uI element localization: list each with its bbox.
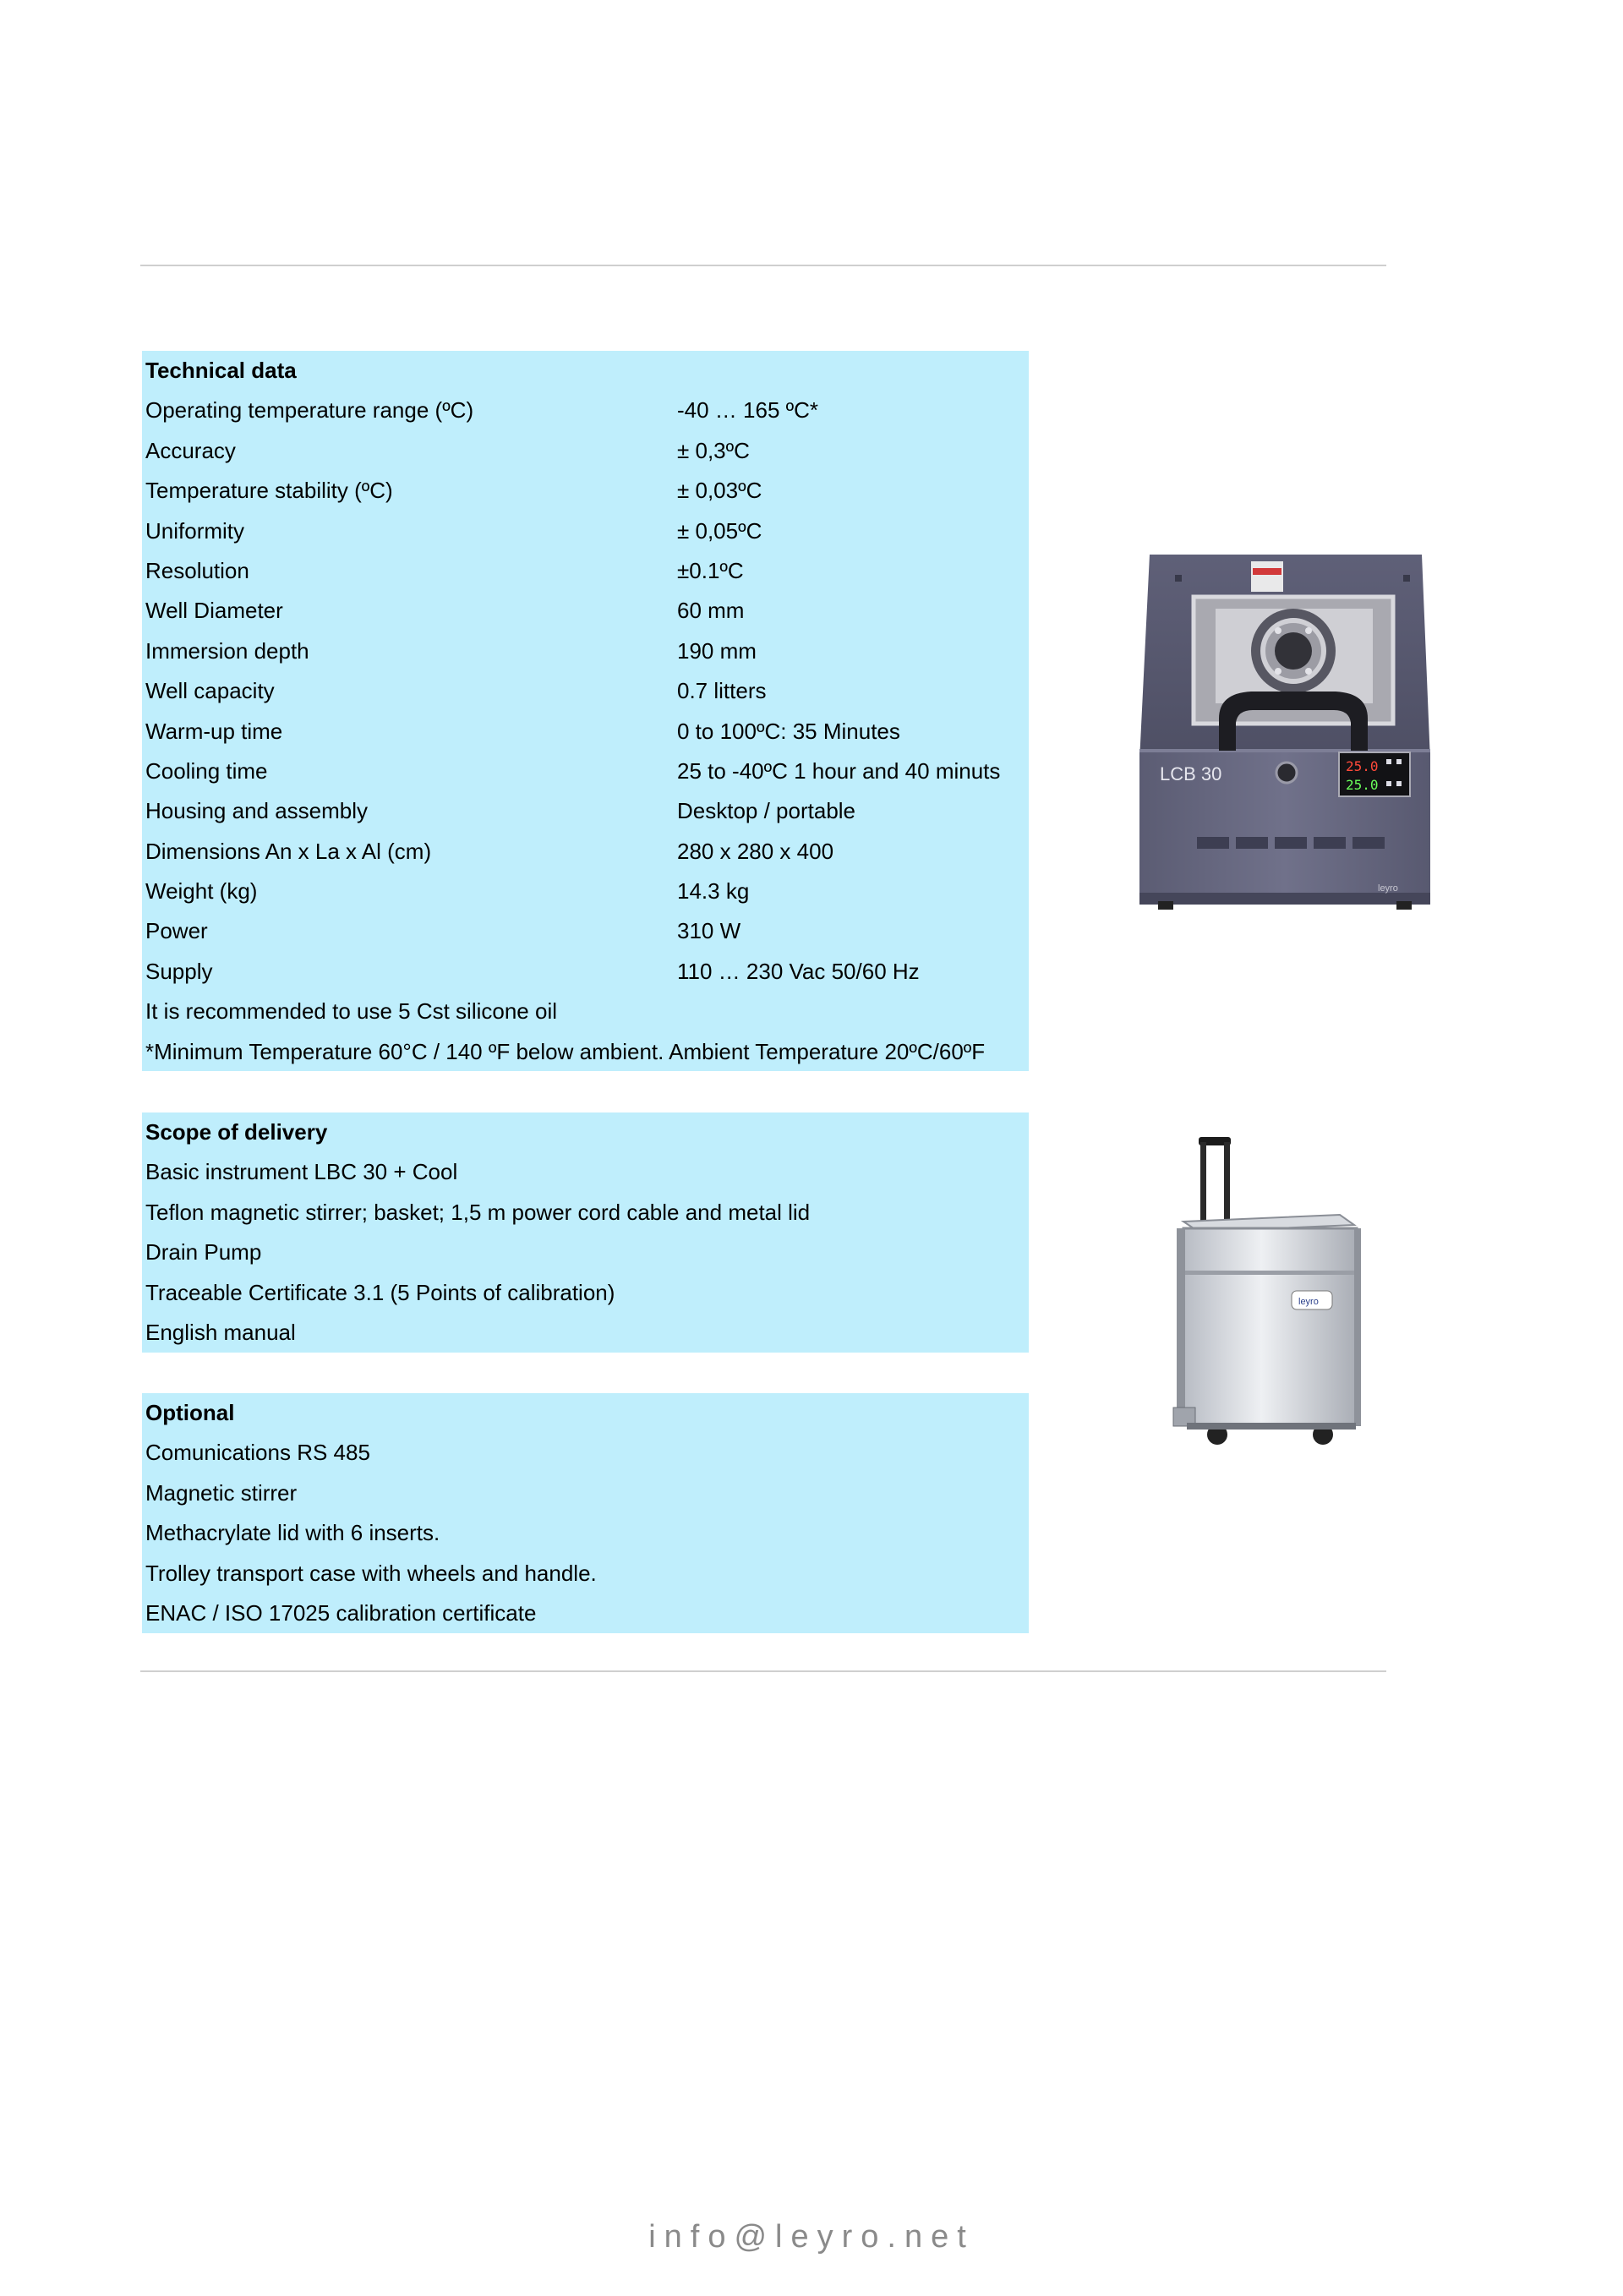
model-label: LCB 30 (1160, 763, 1222, 784)
list-item (142, 1594, 1029, 1633)
brand-mark: leyro (1378, 883, 1398, 894)
spec-value: ± 0,3ºC (677, 437, 750, 463)
list-item (142, 1152, 1029, 1192)
table-row (142, 511, 1029, 551)
scope-item: Drain Pump (145, 1239, 262, 1266)
spec-label: Well Diameter (145, 598, 283, 624)
spec-label: Warm-up time (145, 718, 283, 744)
scope-of-delivery-table (142, 1112, 1029, 1353)
optional-item: ENAC / ISO 17025 calibration certificate (145, 1599, 537, 1626)
optional-item: Magnetic stirrer (145, 1479, 298, 1506)
spec-value: 280 x 280 x 400 (677, 838, 834, 864)
table-header (142, 1393, 1029, 1433)
spec-value: 14.3 kg (677, 878, 750, 905)
case-logo: leyro (1298, 1297, 1319, 1307)
table-header (142, 1112, 1029, 1152)
spec-label: Accuracy (145, 437, 236, 463)
table-row (142, 791, 1029, 831)
spec-label: Immersion depth (145, 637, 309, 664)
spec-value: 190 mm (677, 637, 757, 664)
optional-table (142, 1393, 1029, 1633)
table-row (142, 391, 1029, 430)
spec-value: ± 0,03ºC (677, 478, 762, 504)
trolley-case-image (1167, 1137, 1378, 1458)
spec-label: Uniformity (145, 517, 245, 544)
table-row (142, 752, 1029, 791)
table-row (142, 872, 1029, 911)
optional-item: Comunications RS 485 (145, 1440, 370, 1466)
table-row (142, 591, 1029, 631)
optional-item: Methacrylate lid with 6 inserts. (145, 1520, 440, 1546)
spec-value: ± 0,05ºC (677, 517, 762, 544)
min-temp-note: *Minimum Temperature 60°C / 140 ºF below ambient. Ambient Temperature 20ºC/60ºF (145, 1038, 986, 1064)
table-row (142, 911, 1029, 951)
scope-item: Teflon magnetic stirrer; basket; 1,5 m power cord cable and metal lid (145, 1199, 811, 1225)
spec-label: Operating temperature range (ºC) (145, 397, 474, 424)
spec-label: Temperature stability (ºC) (145, 478, 393, 504)
top-divider (140, 265, 1386, 266)
footer-email[interactable]: info@leyro.net (648, 2219, 975, 2255)
spec-label: Well capacity (145, 678, 275, 704)
spec-value: 60 mm (677, 598, 745, 624)
spec-label: Power (145, 918, 208, 944)
technical-data-title: Technical data (145, 358, 297, 383)
list-item (142, 1273, 1029, 1313)
list-item (142, 1233, 1029, 1272)
table-row (142, 992, 1029, 1031)
spec-label: Housing and assembly (145, 798, 369, 824)
display-sv: 25.0 (1346, 777, 1379, 793)
spec-value: 310 W (677, 918, 741, 944)
dry-block-calibrator-image (1124, 549, 1462, 938)
spec-label: Supply (145, 958, 213, 984)
spec-label: Dimensions An x La x Al (cm) (145, 838, 432, 864)
list-item (142, 1433, 1029, 1473)
table-header (142, 351, 1029, 391)
spec-value: 0.7 litters (677, 678, 767, 704)
table-row (142, 952, 1029, 992)
table-row (142, 631, 1029, 671)
list-item (142, 1554, 1029, 1594)
table-row (142, 712, 1029, 752)
spec-value: 25 to -40ºC 1 hour and 40 minuts (677, 757, 1001, 784)
optional-title: Optional (145, 1400, 235, 1425)
spec-label: Weight (kg) (145, 878, 258, 905)
scope-item: English manual (145, 1319, 296, 1345)
list-item (142, 1513, 1029, 1553)
scope-item: Basic instrument LBC 30 + Cool (145, 1159, 458, 1185)
table-row (142, 1032, 1029, 1072)
list-item (142, 1193, 1029, 1233)
spec-label: Cooling time (145, 757, 268, 784)
scope-title: Scope of delivery (145, 1119, 328, 1145)
spec-value: -40 … 165 ºC* (677, 397, 819, 424)
optional-item: Trolley transport case with wheels and handle. (145, 1560, 597, 1586)
table-row (142, 431, 1029, 471)
spec-value: Desktop / portable (677, 798, 856, 824)
spec-value: 110 … 230 Vac 50/60 Hz (677, 958, 920, 984)
bottom-divider (140, 1670, 1386, 1672)
table-row (142, 471, 1029, 511)
spec-label: Resolution (145, 557, 249, 583)
spec-value: ±0.1ºC (677, 557, 744, 583)
table-row (142, 832, 1029, 872)
table-row (142, 551, 1029, 591)
spec-value: 0 to 100ºC: 35 Minutes (677, 718, 900, 744)
list-item (142, 1313, 1029, 1353)
technical-data-table (142, 351, 1029, 1071)
list-item (142, 1473, 1029, 1513)
display-pv: 25.0 (1346, 758, 1379, 774)
oil-note: It is recommended to use 5 Cst silicone oil (145, 998, 557, 1025)
scope-item: Traceable Certificate 3.1 (5 Points of calibration) (145, 1279, 615, 1305)
table-row (142, 671, 1029, 711)
